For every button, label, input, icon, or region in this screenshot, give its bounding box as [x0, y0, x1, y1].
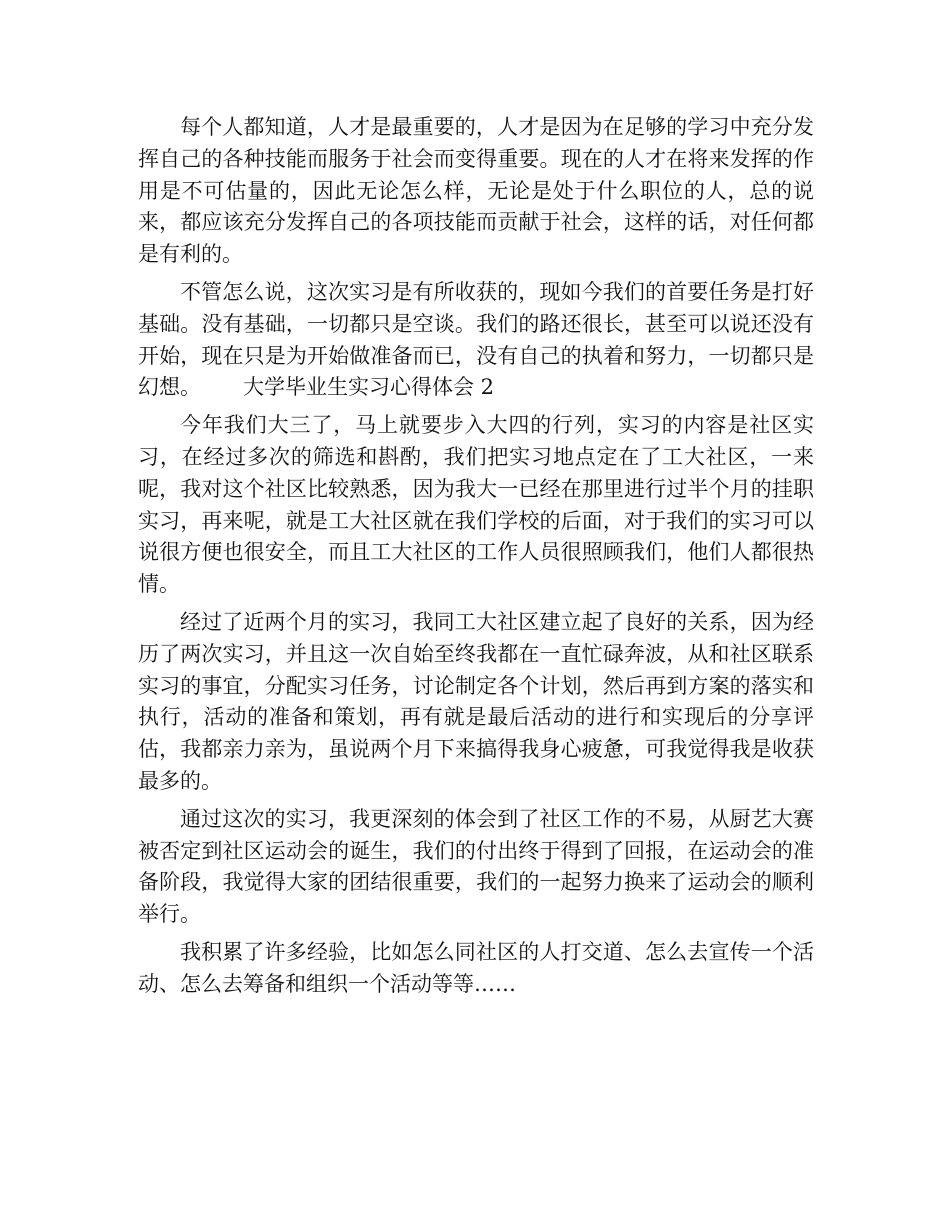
- paragraph-1: 每个人都知道，人才是最重要的，人才是因为在足够的学习中充分发挥自己的各种技能而服务于社会而变得重要。现在的人才在将来发挥的作用是不可估量的，因此无论怎么样，无论是处于什么职位的人，总的说来，都应该充分发挥自己的各项技能而贡献于社会，这样的话，对任何都是有利的。: [138, 115, 814, 267]
- document-body: [138, 112, 814, 1007]
- paragraph-2: [138, 277, 814, 404]
- paragraph-6: 我积累了许多经验，比如怎么同社区的人打交道、怎么去宣传一个活动、怎么去筹备和组织一个活动等等……: [138, 939, 814, 996]
- paragraph-3: 今年我们大三了，马上就要步入大四的行列，实习的内容是社区实习，在经过多次的筛选和斟酌，我们把实习地点定在了工大社区，一来呢，我对这个社区比较熟悉，因为我大一已经在那里进行过半个月的挂职实习，再来呢，就是工大社区就在我们学校的后面，对于我们的实习可以说很方便也很安全，而且工大社区的工作人员很照顾我们，他们人都很热情。: [138, 413, 814, 597]
- section-subheading: 大学毕业生实习心得体会 2: [243, 375, 495, 400]
- paragraph-2-text: 不管怎么说，这次实习是有所收获的，现如今我们的首要任务是打好基础。没有基础，一切都只是空谈。我们的路还很长，甚至可以说还没有开始，现在只是为开始做准备而已，没有自己的执着和努力，一切都只是幻想。: [138, 279, 814, 400]
- paragraph-5: 通过这次的实习，我更深刻的体会到了社区工作的不易，从厨艺大赛被否定到社区运动会的诞生，我们的付出终于得到了回报，在运动会的准备阶段，我觉得大家的团结很重要，我们的一起努力换来了运动会的顺利举行。: [138, 806, 814, 927]
- paragraph-4: 经过了近两个月的实习，我同工大社区建立起了良好的关系，因为经历了两次实习，并且这一次自始至终我都在一直忙碌奔波，从和社区联系实习的事宜，分配实习任务，讨论制定各个计划，然后再到方案的落实和执行，活动的准备和策划，再有就是最后活动的进行和实现后的分享评估，我都亲力亲为，虽说两个月下来搞得我身心疲惫，可我觉得我是收获最多的。: [138, 609, 814, 793]
